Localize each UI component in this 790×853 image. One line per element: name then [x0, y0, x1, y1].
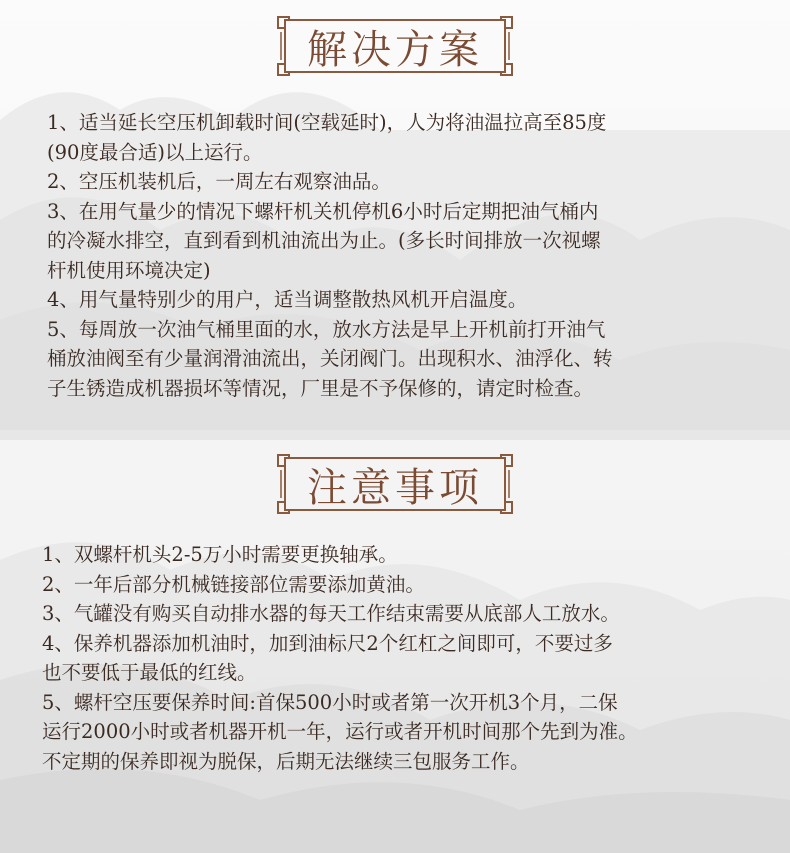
section1-line: 2、空压机装机后，一周左右观察油品。	[47, 170, 391, 193]
section1-body	[47, 108, 777, 403]
section1-line: 3、在用气量少的情况下螺杆机关机停机6小时后定期把油气桶内	[47, 199, 599, 223]
section2-line: 也不要低于最低的红线。	[42, 661, 257, 684]
section1-line: 子生锈造成机器损坏等情况，厂里是不予保修的，请定时检查。	[47, 376, 594, 400]
section2-line: 5、螺杆空压要保养时间:首保500小时或者第一次开机3个月，二保	[42, 690, 618, 714]
section2-line: 运行2000小时或者机器开机一年，运行或者开机时间那个先到为准。	[42, 720, 638, 743]
section1-line: (90度最合适)以上运行。	[47, 140, 263, 164]
section2-line: 2、一年后部分机械链接部位需要添加黄油。	[42, 572, 425, 596]
section1-title: 解决方案	[307, 26, 483, 73]
section1-line: 1、适当延长空压机卸载时间(空载延时)，人为将油温拉高至85度	[47, 111, 607, 134]
section2-line: 不定期的保养即视为脱保，后期无法继续三包服务工作。	[42, 749, 530, 773]
section1-line: 桶放油阀至有少量润滑油流出，关闭阀门。出现积水、油浮化、转	[47, 347, 613, 370]
section1-title-frame	[275, 14, 515, 78]
section2-line: 1、双螺杆机头2-5万小时需要更换轴承。	[42, 543, 398, 566]
section1-line: 杆机使用环境决定)	[47, 258, 211, 282]
section2-title: 注意事项	[307, 464, 483, 511]
section2-line: 4、保养机器添加机油时，加到油标尺2个红杠之间即可，不要过多	[42, 631, 613, 655]
section1-line: 4、用气量特别少的用户，适当调整散热风机开启温度。	[47, 288, 528, 311]
section1-line: 的冷凝水排空，直到看到机油流出为止。(多长时间排放一次视螺	[47, 229, 601, 252]
section2-title-frame	[275, 452, 515, 516]
section2-line: 3、气罐没有购买自动排水器的每天工作结束需要从底部人工放水。	[42, 602, 620, 625]
section2-body	[42, 540, 772, 776]
section1-line: 5、每周放一次油气桶里面的水，放水方法是早上开机前打开油气	[47, 317, 606, 341]
